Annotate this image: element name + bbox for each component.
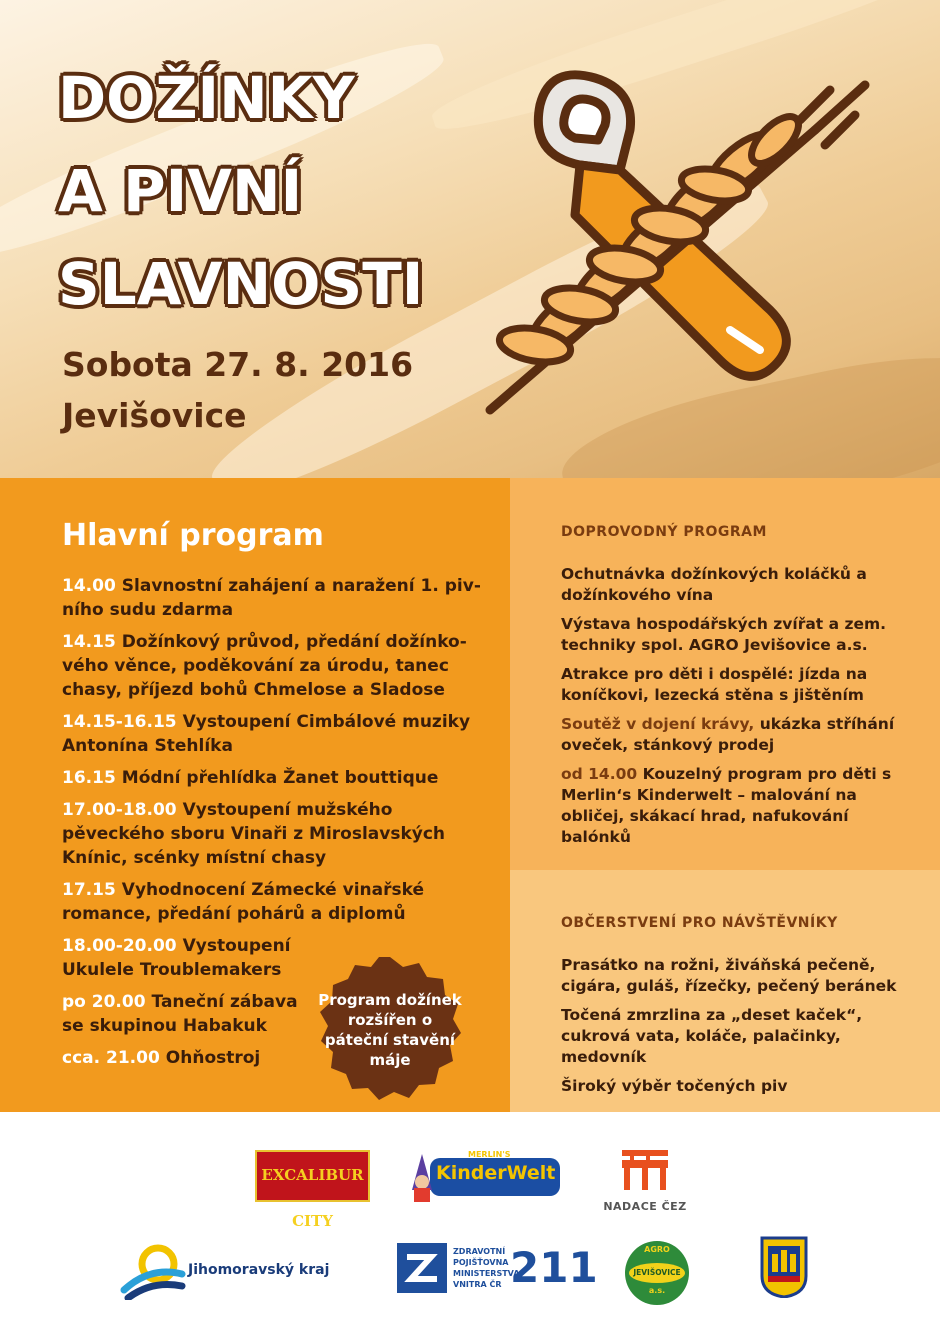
bottle-opener-wheat-icon [470, 60, 870, 440]
item-text: Ochutnávka dožínkových koláčků a dožínkového vína [561, 565, 867, 604]
accompanying-item [561, 664, 921, 706]
program-time: 14.15-16.15 [62, 712, 177, 732]
excalibur-city-logo: EXCALIBUR CITY [255, 1150, 370, 1202]
program-item [62, 798, 482, 870]
title-line-1: DOŽÍNKY [58, 64, 355, 132]
program-time: 14.15 [62, 632, 116, 652]
program-item [62, 766, 482, 790]
program-time: 14.00 [62, 576, 116, 596]
program-text: Taneční zábava se skupinou Habakuk [62, 992, 298, 1036]
kinderwelt-logo [408, 1150, 563, 1204]
title-line-3: SLAVNOSTI [58, 250, 424, 318]
item-text: Výstava hospodářských zvířat a zem. techniky spol. AGRO Jevišovice a.s. [561, 615, 887, 654]
program-item [62, 878, 482, 926]
event-date: Sobota 27. 8. 2016 [62, 345, 414, 384]
zp-mark-icon [397, 1243, 447, 1293]
program-item [62, 990, 302, 1038]
item-text: Atrakce pro děti i dospělé: jízda na koníčkovi, lezecká stěna s jištěním [561, 665, 868, 704]
program-time: 17.00-18.00 [62, 800, 177, 820]
program-item [62, 574, 482, 622]
program-text: Vyhodnocení Zámecké vinařské romance, předání pohárů a diplomů [62, 880, 424, 924]
program-text: Vystoupení Cimbálové muziky Antonína Stehlíka [62, 712, 471, 756]
accompanying-item [561, 714, 921, 756]
accompanying-item [561, 614, 921, 656]
jmk-label: Jihomoravský kraj [188, 1262, 330, 1278]
jmk-arc-icon [120, 1240, 186, 1300]
title-line-2: A PIVNÍ [58, 157, 303, 225]
event-title [58, 52, 423, 331]
program-time: 18.00-20.00 [62, 936, 177, 956]
program-time: po 20.00 [62, 992, 146, 1012]
refreshment-item: Prasátko na rožni, živáňská pečeně, cigára, guláš, řízečky, pečený beránek [561, 956, 897, 995]
cez-label: NADACE ČEZ [603, 1200, 687, 1213]
refreshments-list [561, 955, 921, 1097]
cez-mark-icon [600, 1148, 690, 1198]
agro-jevisovice-logo [624, 1240, 690, 1306]
program-text: Ohňostroj [165, 1048, 261, 1068]
agro-line: AGRO [644, 1245, 670, 1254]
program-item [62, 630, 482, 702]
zp-line: MINISTERSTVA [453, 1269, 520, 1278]
zp-number: 211 [510, 1243, 598, 1292]
event-place: Jevišovice [62, 396, 247, 435]
program-time: 17.15 [62, 880, 116, 900]
refreshments-section [561, 915, 921, 1105]
agro-line: JEVIŠOVICE [633, 1268, 681, 1277]
item-text: ukázka stříhání oveček, stánkový prodej [561, 715, 895, 754]
jevisovice-crest-icon [760, 1236, 808, 1298]
program-text: Vystoupení mužského pěveckého sboru Vinaři z Miroslavských Knínic, scénky místní chasy [62, 800, 446, 868]
refreshment-item: Točená zmrzlina za „deset kaček“, cukrová vata, koláče, palačinky, medovník [561, 1006, 863, 1066]
item-text: Kouzelný program pro děti s Merlin‘s Kinderwelt – malování na obličej, skákací hrad, nafukování balónků [561, 765, 892, 846]
program-text: Dožínkový průvod, předání dožínkového věnce, poděkování za úrodu, tanec chasy, příjezd bohů Chmelose a Sladose [62, 632, 467, 700]
accompanying-heading: DOPROVODNÝ PROGRAM [561, 524, 767, 540]
program-text: Vystoupení Ukulele Troublemakers [62, 936, 291, 980]
jihomoravsky-kraj-logo [120, 1240, 330, 1300]
refreshment-item: Široký výběr točených piv [561, 1077, 788, 1095]
nadace-cez-logo [600, 1148, 690, 1218]
main-program-heading: Hlavní program [62, 518, 324, 553]
badge-text: Program dožínek rozšířen o páteční stavění máje [318, 991, 462, 1069]
accompanying-program-section [561, 524, 921, 856]
program-text: Módní přehlídka Žanet bouttique [121, 768, 439, 788]
agro-line: a.s. [648, 1286, 666, 1295]
zp-line: POJIŠŤOVNA [453, 1258, 509, 1267]
kinderwelt-label: KinderWelt [436, 1162, 556, 1184]
program-item [62, 934, 322, 982]
kinderwelt-small-label: MERLIN'S [468, 1150, 511, 1159]
program-text: Slavnostní zahájení a naražení 1. pivního sudu zdarma [62, 576, 481, 620]
zp-line: ZDRAVOTNÍ [453, 1247, 506, 1256]
accompanying-list [561, 564, 921, 848]
zp-line: VNITRA ČR [453, 1280, 502, 1289]
accompanying-item [561, 764, 921, 848]
item-highlight: od 14.00 [561, 765, 638, 783]
zpmv-logo [397, 1243, 598, 1293]
program-item [62, 710, 482, 758]
program-time: 16.15 [62, 768, 116, 788]
program-time: cca. 21.00 [62, 1048, 160, 1068]
refreshments-heading: OBČERSTVENÍ PRO NÁVŠTĚVNÍKY [561, 915, 838, 931]
item-highlight: Soutěž v dojení krávy, [561, 715, 755, 733]
accompanying-item [561, 564, 921, 606]
